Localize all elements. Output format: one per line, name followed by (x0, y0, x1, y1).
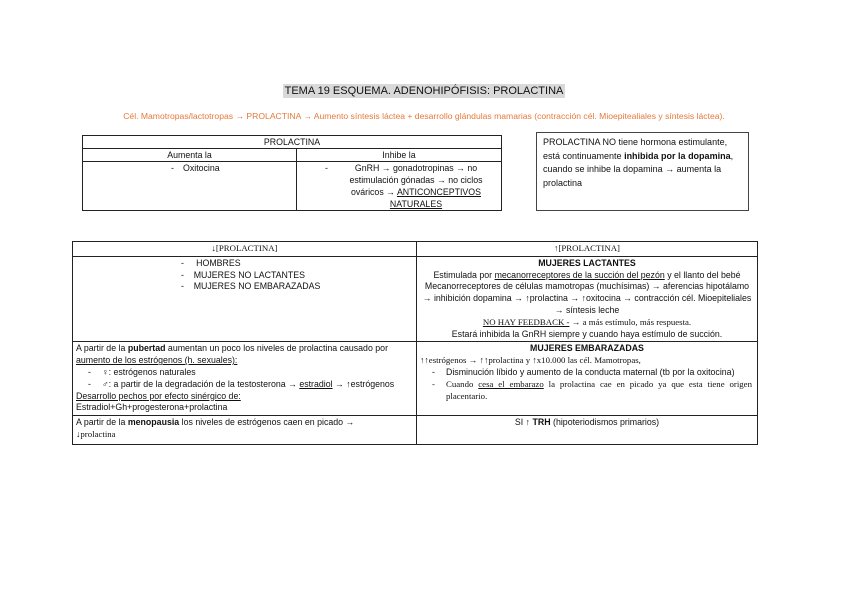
hypothyroid-cell: SI ↑ TRH (hipoteriodismos primarios) (417, 416, 758, 445)
increase-cell (83, 162, 297, 211)
low-group-item: - MUJERES NO LACTANTES (181, 269, 305, 280)
menopause-cell (73, 416, 417, 445)
puberty-intro: A partir de la pubertad aumentan un poco los niveles de prolactina causado por aumento de los estrógenos (h. sexuales): (76, 343, 388, 366)
prolactina-table-header: PROLACTINA (83, 136, 502, 149)
low-groups-cell (73, 256, 417, 342)
low-group-item: - HOMBRES (181, 257, 241, 268)
high-prolactin-header: ↑[PROLACTINA] (417, 242, 758, 257)
lactating-line2: Mecanorreceptores de células mamotropas (muchísimas) → aferencias hipotálamo → inhibición dopamina → ↑prolactina → ↑oxitocina → contracción cél. Mioepiteliales → síntesis leche (422, 281, 752, 315)
inhibit-cell (297, 162, 502, 211)
inhibit-item: - GnRH → gonadotropinas → no estimulación gónadas → no ciclos ováricos → ANTICONCEPTIVOS NATURALES (317, 162, 495, 210)
prolactina-table (82, 135, 502, 211)
no-feedback-line: NO HAY FEEDBACK - → a más estímulo, más respuesta. (482, 316, 692, 327)
lactating-cell (417, 256, 758, 342)
page-title-text: TEMA 19 ESQUEMA. ADENOHIPÓFISIS: PROLACTINA (284, 85, 564, 97)
puberty-male: - ♂: a partir de la degradación de la testosterona → estradiol → ↑estrógenos (76, 379, 413, 391)
menopause-line: A partir de la menopausia los niveles de estrógenos caen en picado → (76, 417, 355, 428)
low-group-item: - MUJERES NO EMBARAZADAS (181, 281, 321, 292)
page-title (0, 85, 848, 97)
puberty-female: - ♀: estrógenos naturales (76, 367, 413, 379)
increase-item: - Oxitocina (163, 162, 296, 174)
menopause-line2: ↓prolactina (76, 428, 116, 439)
puberty-cell (73, 342, 417, 416)
breast-development-heading: Desarrollo pechos por efecto sinérgico de: (76, 390, 241, 401)
increase-column-header: Aumenta la (83, 149, 297, 162)
note-box: PROLACTINA NO tiene hormona estimulante, está continuamente inhibida por la dopamina, cuando se inhibe la dopamina → aumenta la prolactina (536, 132, 749, 211)
note-bold: inhibida por la dopamina (624, 150, 731, 161)
pregnant-line1: ↑↑estrógenos → ↑↑prolactina y ↑x10.000 las cél. Mamotropas, (420, 355, 641, 366)
lactating-line4: Estará inhibida la GnRH siempre y cuando haya estímulo de succión. (451, 328, 723, 339)
subtitle: Cél. Mamotropas/lactotropas → PROLACTINA → Aumento síntesis láctea + desarrollo glándulas mamarias (contracción cél. Mioepitealiales y síntesis láctea). (123, 111, 725, 121)
lactating-title: MUJERES LACTANTES (538, 257, 636, 268)
pregnant-title: MUJERES EMBARAZADAS (530, 343, 644, 354)
main-table (72, 241, 758, 445)
lactating-line1: Estimulada por mecanorreceptores de la succión del pezón y el llanto del bebé (433, 269, 741, 280)
trh-text: TRH (532, 417, 551, 428)
pregnant-cell (417, 342, 758, 416)
pregnant-item2: - Cuando cesa el embarazo la prolactina cae en picado ya que esta tiene origen placentario. (420, 379, 752, 403)
low-prolactin-header: ↓[PROLACTINA] (73, 242, 417, 257)
contraceptive-text: ANTICONCEPTIVOS NATURALES (389, 187, 482, 209)
breast-development-line: Estradiol+Gh+progesterona+prolactina (76, 402, 228, 413)
inhibit-column-header: Inhibe la (297, 149, 502, 162)
pregnant-item1: - Disminución líbido y aumento de la conducta maternal (tb por la oxitocina) (420, 367, 752, 379)
